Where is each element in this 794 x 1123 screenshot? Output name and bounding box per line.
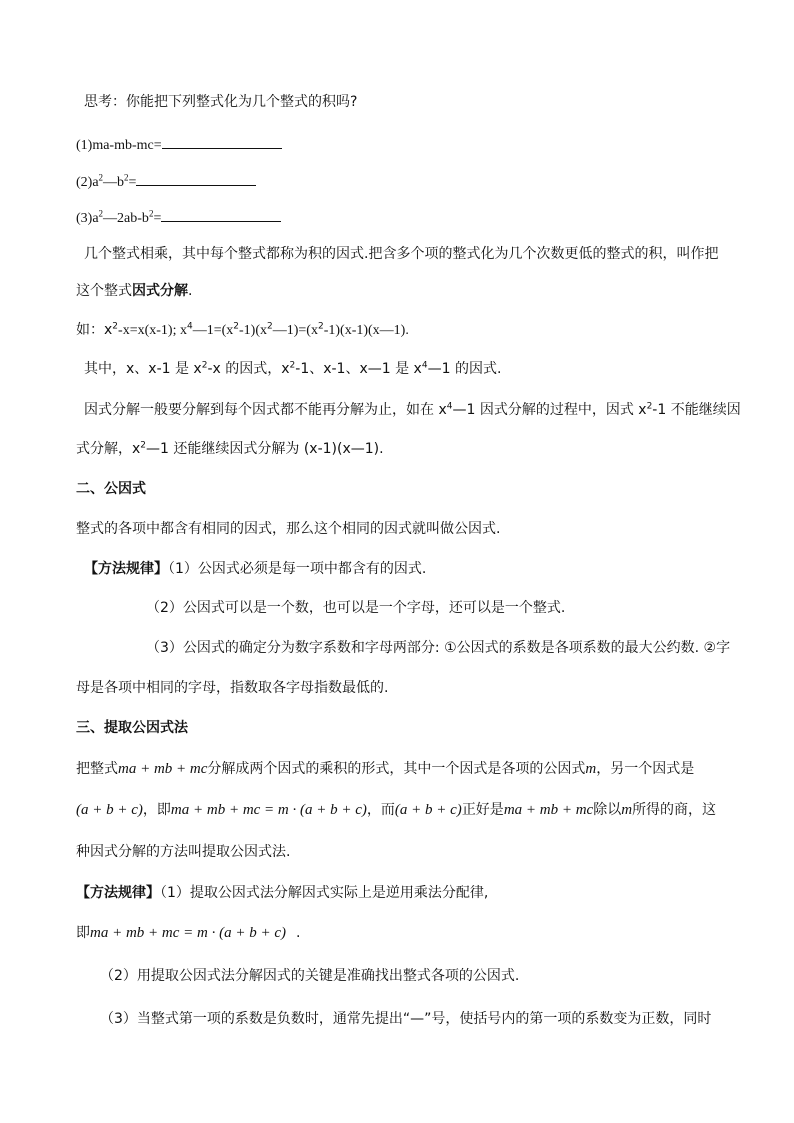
ex3-part: —2ab-b [103,211,149,226]
ex2-part: —b [103,175,125,190]
formula: ma + mb + mc = m · (a + b + c) [90,925,286,941]
para-text: 所得的商，这 [632,802,717,818]
method-tag: 【方法规律】 [76,885,160,901]
ex2-part: (2)a [76,175,99,190]
fd-part: —1 因式分解的过程中，因式 x [452,402,647,418]
eg-part: —1=(x [192,323,234,338]
method-rule2-1 [76,883,488,903]
para-text: 把整式 [76,761,118,777]
exponent: 2 [148,208,154,219]
among-part: 其中，x、x-1 是 x [84,361,202,377]
exercise-1 [76,134,282,156]
exponent: 2 [98,208,104,219]
exponent: 2 [140,440,147,451]
exponent: 2 [124,172,129,183]
definition-line-1: 几个整式相乘，其中每个整式都称为积的因式.把含多个项的整式化为几个次数更低的整式的积，叫作把 [84,246,719,262]
common-factor-definition: 整式的各项中都含有相同的因式，那么这个相同的因式就叫做公因式. [76,521,501,537]
method-rule2-1-formula [76,923,300,943]
method-rule-3: （3）公因式的确定分为数字系数和字母两部分: ①公因式的系数是各项系数的最大公约数. ②字 [146,640,731,656]
answer-blank [162,134,282,149]
exponent: 2 [646,401,653,412]
formula: ma + mb + mc [118,761,208,777]
exponent: 2 [233,321,239,332]
fd-part: —1 还能继续因式分解为 (x-1)(x—1). [146,441,384,457]
section-heading-common-factor: 二、公因式 [76,481,146,497]
para-text: ，而 [366,802,395,818]
exponent: 4 [421,360,428,371]
eg-part: -x=x(x-1); x [118,323,187,338]
extract-para-line-1 [76,759,694,779]
eg-part: -1)(x [239,323,267,338]
method-rule2-2: （2）用提取公因式法分解因式的关键是准确找出整式各项的公因式. [100,968,520,984]
think-question: 思考：你能把下列整式化为几个整式的积吗? [84,94,358,110]
section-heading-extract: 三、提取公因式法 [76,720,188,736]
term-factorization: 因式分解 [132,283,188,299]
fd-part: -1 不能继续因 [652,402,741,418]
para-text: 正好是 [461,802,504,818]
rule-text: . [296,925,301,941]
rule-text: （1）公因式必须是每一项中都含有的因式. [168,561,427,577]
eg-part: —1)=(x [272,323,318,338]
extract-para-line-2 [76,800,716,820]
method-rule-2: （2）公因式可以是一个数，也可以是一个字母，还可以是一个整式. [146,600,566,616]
formula: (a + b + c) [76,802,143,818]
among-part: -1、x-1、x—1 是 x [295,361,422,377]
exponent: 2 [112,321,119,332]
among-part: —1 的因式. [427,361,502,377]
exponent: 4 [446,401,453,412]
formula: ma + mb + mc = m · (a + b + c) [170,802,367,818]
ex3-part: = [153,211,162,226]
exponent: 2 [267,321,273,332]
para-text: ，另一个因式是 [596,761,695,777]
para-text: 除以 [593,802,622,818]
rule-text: 即 [76,925,90,941]
exercise-3 [76,207,281,229]
def-text: . [188,283,193,299]
exercise-2 [76,171,256,193]
ex2-part: = [128,175,137,190]
rule-text: （1）提取公因式法分解因式实际上是逆用乘法分配律, [160,885,489,901]
fd-part: 式分解，x [76,441,141,457]
formula: m [585,761,597,777]
eg-part: 如：x [76,322,113,338]
exponent: 4 [186,321,193,332]
factor-detail-line-2 [76,439,384,459]
method-rule-3-cont: 母是各项中相同的字母，指数取各字母指数最低的. [76,680,389,696]
para-text: 分解成两个因式的乘积的形式，其中一个因式是各项的公因式 [207,761,586,777]
para-text: ，即 [142,802,171,818]
definition-line-2 [76,281,192,301]
answer-blank [136,171,256,186]
among-part: -x 的因式，x [207,361,290,377]
method-rule-1 [84,559,426,579]
eg-part: -1)(x-1)(x—1). [323,323,409,338]
extract-para-line-3: 种因式分解的方法叫提取公因式法. [76,844,291,860]
exponent: 2 [201,360,208,371]
def-text: 这个整式 [76,283,132,299]
exercise-1-text: (1)ma-mb-mc= [76,138,162,153]
exponent: 2 [317,321,324,332]
formula: ma + mb + mc [503,802,594,818]
exponent: 2 [289,360,296,371]
fd-part: 因式分解一般要分解到每个因式都不能再分解为止，如在 x [84,402,447,418]
formula: (a + b + c) [394,802,462,818]
example-line [76,320,409,341]
method-rule2-3: （3）当整式第一项的系数是负数时，通常先提出“—”号，使括号内的第一项的系数变为正数，同时 [100,1011,712,1027]
factor-detail-line-1 [84,400,741,420]
method-tag: 【方法规律】 [84,561,168,577]
among-line [84,359,501,379]
exponent: 2 [98,172,104,183]
ex3-part: (3)a [76,211,99,226]
answer-blank [161,207,281,222]
formula: m [621,802,633,818]
